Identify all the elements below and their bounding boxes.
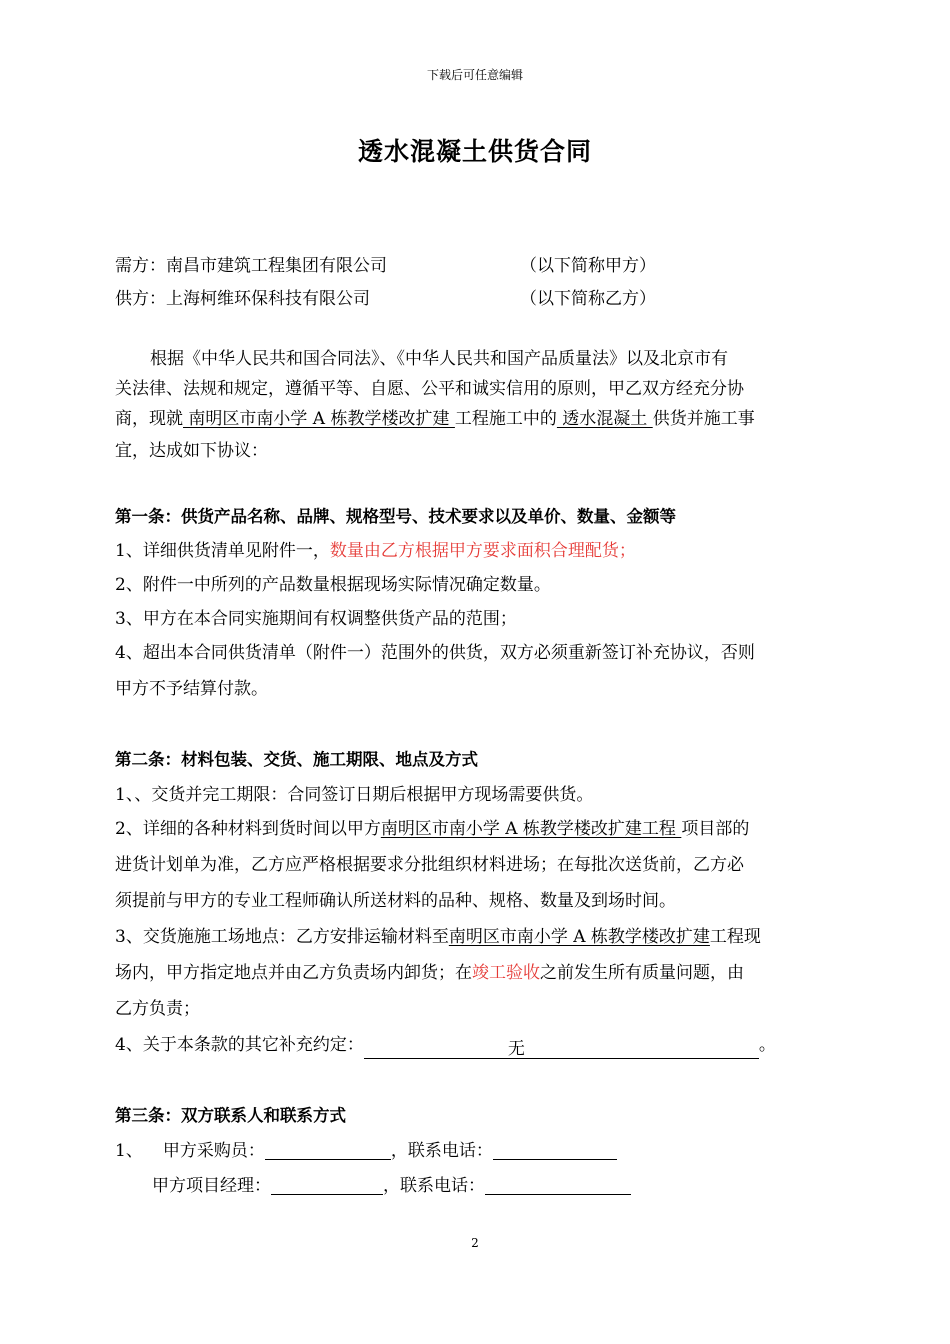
article-2-item-4-label: 4、关于本条款的其它补充约定： — [115, 1035, 364, 1055]
buyer-purchaser-field[interactable] — [265, 1141, 391, 1160]
supplier-line — [115, 288, 370, 310]
phone-label-2: ，联系电话： — [383, 1176, 485, 1196]
article-1-item-2: 2、附件一中所列的产品数量根据现场实际情况确定数量。 — [115, 575, 551, 595]
article-3-heading: 第三条：双方联系人和联系方式 — [115, 1106, 346, 1125]
intro-pre: 商，现就 — [115, 409, 183, 429]
article-1-item-1 — [115, 540, 636, 562]
article-2-item-3-cont-1 — [115, 962, 744, 984]
buyer-purchaser-label: 甲方采购员： — [162, 1141, 265, 1161]
supplier-name: 上海柯维环保科技有限公司 — [166, 289, 370, 309]
article-2-item-4-field[interactable] — [364, 1038, 759, 1059]
article-1-item-1-red: 数量由乙方根据甲方要求面积合理配货； — [329, 541, 636, 561]
article-2-item-3 — [115, 926, 761, 948]
article-1-item-4-cont: 甲方不予结算付款。 — [115, 679, 268, 699]
article-2-item-4-value: 无 — [507, 1039, 525, 1059]
article-2-item-3-red: 竣工验收 — [472, 963, 540, 983]
buyer-label: 需方： — [115, 256, 166, 276]
intro-post: 供货并施工事 — [652, 409, 755, 429]
buyer-purchaser-phone-field[interactable] — [493, 1141, 617, 1160]
supplier-alias: （以下简称乙方） — [520, 289, 656, 309]
intro-line-1: 根据《中华人民共和国合同法》、《中华人民共和国产品质量法》以及北京市有 — [150, 349, 728, 369]
article-2-item-4 — [115, 1034, 776, 1059]
intro-project-name: 南明区市南小学 A 栋教学楼改扩建 — [183, 409, 455, 429]
document-title: 透水混凝土供货合同 — [357, 137, 592, 166]
article-2-item-3-cont-2: 乙方负责； — [115, 999, 200, 1019]
buyer-alias: （以下简称甲方） — [520, 256, 656, 276]
article-1-heading: 第一条：供货产品名称、品牌、规格型号、技术要求以及单价、数量、金额等 — [115, 507, 676, 526]
article-1-item-3: 3、甲方在本合同实施期间有权调整供货产品的范围； — [115, 609, 517, 629]
article-3-item-1-cont — [152, 1175, 631, 1197]
article-1-item-1-text: 1、详细供货清单见附件一， — [115, 541, 330, 561]
article-2-item-2-post: 项目部的 — [681, 819, 750, 839]
article-2-item-1: 1、、交货并完工期限：合同签订日期后根据甲方现场需要供货。 — [115, 785, 594, 805]
intro-line-4: 宜，达成如下协议： — [115, 441, 268, 461]
article-2-item-2-project: 南明区市南小学 A 栋教学楼改扩建工程 — [380, 819, 682, 839]
intro-product-name: 透水混凝土 — [556, 409, 653, 429]
article-2-item-3-project: 南明区市南小学 A 栋教学楼改扩建 — [448, 927, 710, 947]
article-2-item-3-pre: 3、交货施施工场地点：乙方安排运输材料至 — [115, 927, 449, 947]
article-3-item-1-num: 1、 — [115, 1141, 143, 1161]
phone-label-1: ，联系电话： — [390, 1141, 493, 1161]
supplier-label: 供方： — [115, 289, 166, 309]
intro-mid: 工程施工中的 — [454, 409, 557, 429]
buyer-pm-field[interactable] — [271, 1176, 383, 1195]
header-note: 下载后可任意编辑 — [426, 68, 523, 82]
article-2-item-2-cont-2: 须提前与甲方的专业工程师确认所送材料的品种、规格、数量及到场时间。 — [115, 891, 676, 911]
article-2-item-2-pre: 2、详细的各种材料到货时间以甲方 — [115, 819, 381, 839]
buyer-pm-phone-field[interactable] — [485, 1176, 631, 1195]
article-2-item-3-cont-pre: 场内，甲方指定地点并由乙方负责场内卸货；在 — [115, 963, 472, 983]
article-2-item-3-cont-post: 之前发生所有质量问题，由 — [540, 963, 744, 983]
article-2-item-4-end: 。 — [758, 1035, 776, 1055]
article-2-heading: 第二条：材料包装、交货、施工期限、地点及方式 — [115, 750, 478, 769]
article-1-item-4: 4、超出本合同供货清单（附件一）范围外的供货，双方必须重新签订补充协议，否则 — [115, 643, 755, 663]
intro-line-2: 关法律、法规和规定，遵循平等、自愿、公平和诚实信用的原则，甲乙双方经充分协 — [115, 379, 744, 399]
buyer-name: 南昌市建筑工程集团有限公司 — [166, 256, 387, 276]
buyer-line — [115, 255, 387, 277]
article-2-item-2-cont-1: 进货计划单为准，乙方应严格根据要求分批组织材料进场；在每批次送货前，乙方必 — [115, 855, 744, 875]
article-3-item-1 — [115, 1140, 617, 1162]
article-2-item-2 — [115, 818, 749, 840]
intro-line-3 — [115, 408, 755, 430]
buyer-pm-label: 甲方项目经理： — [152, 1176, 271, 1196]
page-number: 2 — [471, 1236, 479, 1250]
article-2-item-3-post: 工程现 — [709, 927, 761, 947]
